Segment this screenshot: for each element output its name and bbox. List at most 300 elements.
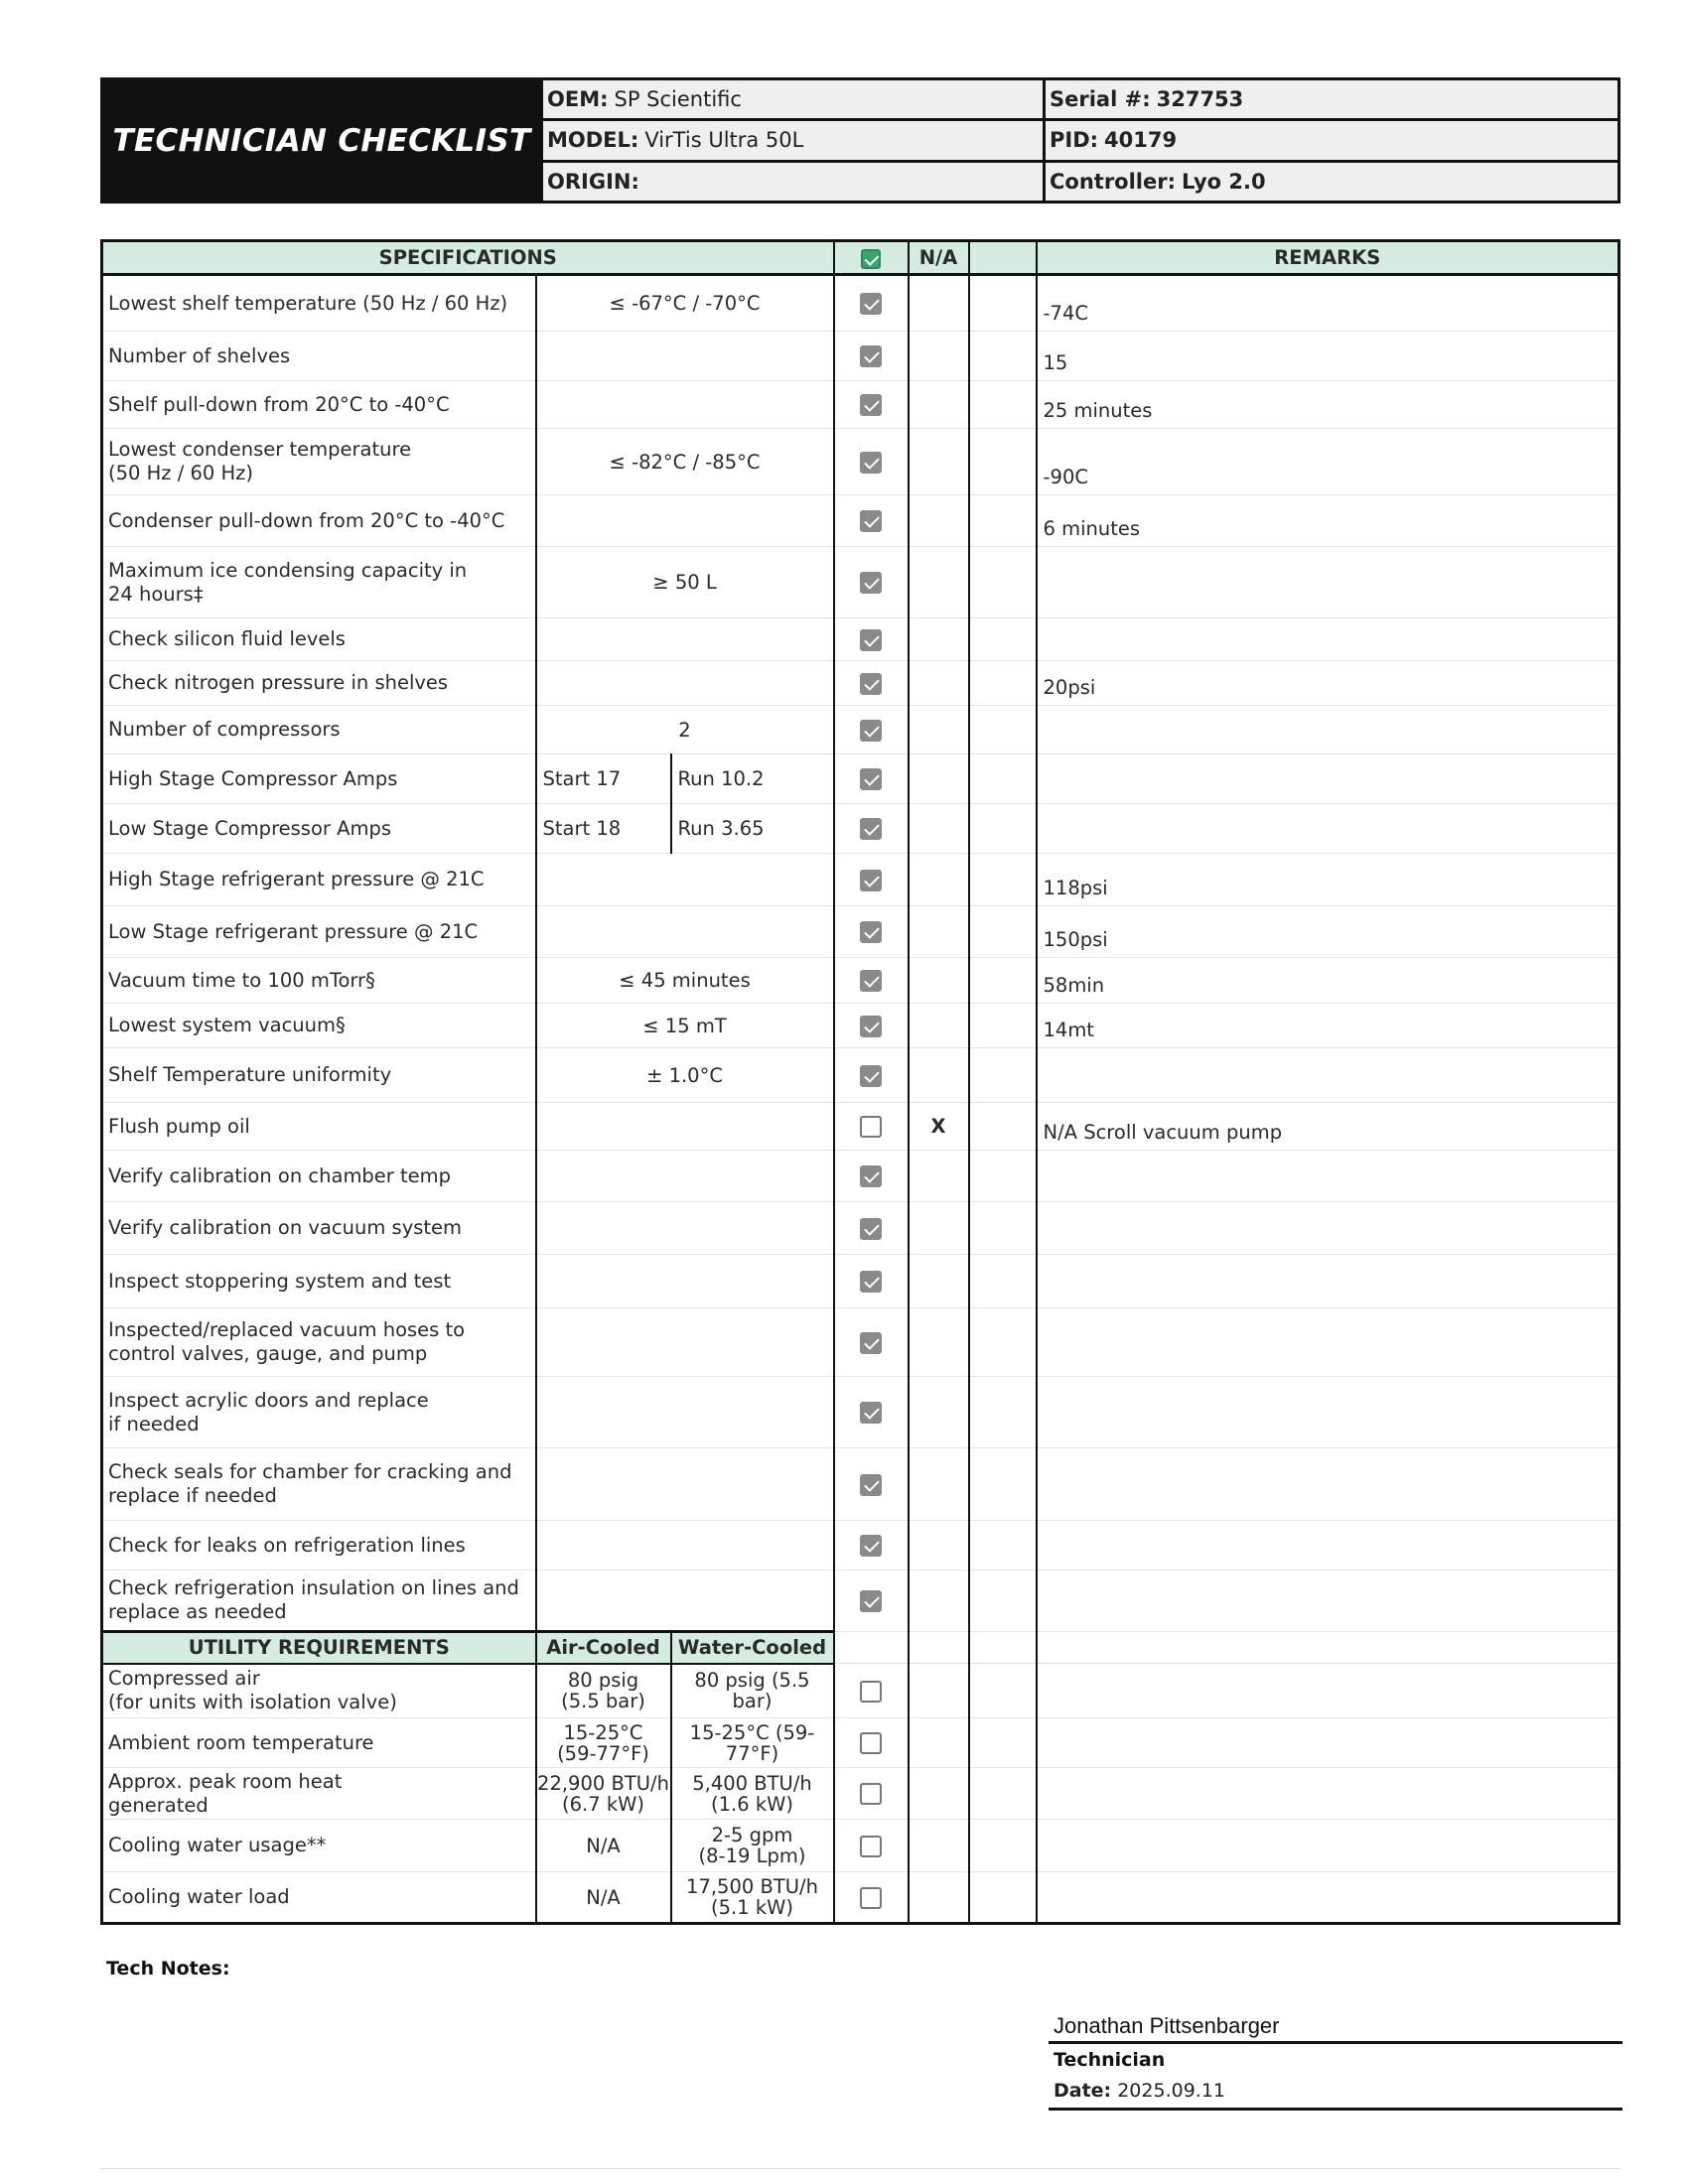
col-specifications: SPECIFICATIONS — [102, 241, 834, 275]
check-cell[interactable] — [834, 1448, 909, 1521]
na-cell — [909, 495, 969, 547]
spec-target: ≥ 50 L — [536, 547, 834, 618]
start-amps: Start 18 — [536, 804, 671, 854]
spec-target — [536, 1570, 834, 1632]
checklist-row — [102, 547, 1619, 618]
check-cell[interactable] — [834, 1004, 909, 1048]
remark-cell: 20psi — [1037, 661, 1619, 706]
spec-label — [102, 1308, 536, 1377]
serial-value: 327753 — [1156, 87, 1244, 112]
date-divider — [1049, 2108, 1622, 2111]
checklist-row — [102, 906, 1619, 958]
origin-field — [543, 160, 1043, 201]
water-text: 15-25°C (59-77°F) — [689, 1720, 815, 1765]
checkbox-icon[interactable] — [860, 673, 882, 695]
utility-label — [102, 1768, 536, 1820]
spec-text: Inspect stoppering system and test — [108, 1269, 452, 1293]
checklist-row — [102, 1448, 1619, 1521]
spec-target: ≤ -82°C / -85°C — [536, 429, 834, 495]
date-field — [1054, 2080, 1225, 2102]
col-check — [834, 241, 909, 275]
spec-text: Shelf pull-down from 20°C to -40°C — [108, 392, 450, 416]
checkbox-icon[interactable] — [860, 572, 882, 594]
col-extra — [969, 241, 1037, 275]
check-cell[interactable] — [834, 1664, 909, 1718]
spec-text: High Stage Compressor Amps — [108, 766, 398, 790]
na-cell — [909, 1151, 969, 1202]
water-text: 17,500 BTU/h (5.1 kW) — [686, 1875, 818, 1919]
check-cell[interactable] — [834, 1308, 909, 1377]
remark-cell — [1037, 618, 1619, 661]
air-cooled-value — [536, 1872, 671, 1924]
checkbox-icon[interactable] — [860, 1732, 882, 1754]
spec-target — [536, 381, 834, 429]
spec-label — [102, 706, 536, 754]
checklist-row — [102, 1202, 1619, 1255]
extra-cell — [969, 958, 1037, 1004]
start-amps: Start 17 — [536, 754, 671, 804]
na-cell — [909, 1308, 969, 1377]
signature-divider — [1049, 2041, 1622, 2044]
checkbox-icon[interactable] — [860, 921, 882, 943]
spec-label — [102, 1004, 536, 1048]
oem-value: SP Scientific — [614, 87, 742, 112]
checkbox-icon[interactable] — [860, 1836, 882, 1857]
check-cell[interactable] — [834, 958, 909, 1004]
check-cell[interactable] — [834, 906, 909, 958]
air-text: N/A — [586, 1834, 621, 1857]
remark-cell — [1037, 1664, 1619, 1718]
checkbox-icon[interactable] — [860, 1887, 882, 1909]
utility-header-row — [102, 1632, 1619, 1664]
date-label: Date: — [1054, 2080, 1112, 2102]
tech-notes-label: Tech Notes: — [106, 1958, 230, 1979]
spec-target: ≤ 15 mT — [536, 1004, 834, 1048]
remark-cell — [1037, 1872, 1619, 1924]
checkbox-icon[interactable] — [860, 1271, 882, 1293]
controller-field — [1046, 160, 1618, 201]
remark-cell: 6 minutes — [1037, 495, 1619, 547]
spec-target: ≤ -67°C / -70°C — [536, 275, 834, 332]
extra-cell — [969, 661, 1037, 706]
checkbox-icon[interactable] — [860, 1332, 882, 1354]
na-cell — [909, 1768, 969, 1820]
check-cell[interactable] — [834, 706, 909, 754]
checkbox-icon[interactable] — [860, 1474, 882, 1496]
checkbox-icon[interactable] — [860, 293, 882, 315]
controller-label: Controller: — [1050, 169, 1177, 194]
checklist-row — [102, 495, 1619, 547]
extra-cell — [969, 547, 1037, 618]
check-cell[interactable] — [834, 1048, 909, 1103]
check-cell[interactable] — [834, 661, 909, 706]
spec-label — [102, 906, 536, 958]
utility-text: Ambient room temperature — [108, 1730, 374, 1754]
checklist-row — [102, 854, 1619, 906]
air-text: 22,900 BTU/h (6.7 kW) — [537, 1771, 669, 1816]
utility-row — [102, 1768, 1619, 1820]
spec-rows — [102, 275, 1619, 1632]
spec-text: Verify calibration on vacuum system — [108, 1216, 463, 1239]
spec-target: ≤ 45 minutes — [536, 958, 834, 1004]
spec-label — [102, 1255, 536, 1308]
remark-cell — [1037, 547, 1619, 618]
extra-cell — [969, 1570, 1037, 1632]
na-cell — [909, 854, 969, 906]
spec-label — [102, 1151, 536, 1202]
extra-cell — [969, 381, 1037, 429]
remark-cell: -90C — [1037, 429, 1619, 495]
checklist-row — [102, 1004, 1619, 1048]
spec-label — [102, 1103, 536, 1151]
utility-row — [102, 1664, 1619, 1718]
checkbox-icon[interactable] — [860, 720, 882, 742]
pid-label: PID: — [1050, 128, 1099, 153]
utility-row — [102, 1872, 1619, 1924]
water-cooled-value — [671, 1820, 834, 1872]
spec-label — [102, 429, 536, 495]
remark-cell — [1037, 804, 1619, 854]
extra-cell — [969, 1103, 1037, 1151]
remark-cell: 15 — [1037, 332, 1619, 381]
na-cell — [909, 1448, 969, 1521]
utility-row — [102, 1820, 1619, 1872]
na-cell: X — [909, 1103, 969, 1151]
spec-label — [102, 1202, 536, 1255]
spec-label — [102, 1377, 536, 1448]
utility-text: Cooling water usage** — [108, 1834, 327, 1856]
air-cooled-value — [536, 1768, 671, 1820]
remark-cell — [1037, 1048, 1619, 1103]
na-cell — [909, 1521, 969, 1570]
na-cell — [909, 1664, 969, 1718]
extra-cell — [969, 706, 1037, 754]
water-text: 5,400 BTU/h (1.6 kW) — [692, 1771, 812, 1816]
utility-label — [102, 1820, 536, 1872]
utility-text: Compressed air (for units with isolation valve) — [108, 1667, 397, 1714]
remark-cell: 14mt — [1037, 1004, 1619, 1048]
checkbox-icon[interactable] — [860, 970, 882, 992]
extra-cell — [969, 1768, 1037, 1820]
checkbox-icon[interactable] — [860, 394, 882, 416]
checkbox-icon[interactable] — [860, 1218, 882, 1240]
checkbox-icon[interactable] — [860, 452, 882, 474]
extra-cell — [969, 495, 1037, 547]
na-cell — [909, 958, 969, 1004]
technician-label: Technician — [1054, 2049, 1166, 2071]
spec-label — [102, 958, 536, 1004]
water-cooled-value — [671, 1872, 834, 1924]
extra-cell — [969, 1151, 1037, 1202]
checklist-row — [102, 1377, 1619, 1448]
check-cell[interactable] — [834, 1377, 909, 1448]
spec-label — [102, 661, 536, 706]
remark-cell: -74C — [1037, 275, 1619, 332]
na-cell — [909, 618, 969, 661]
serial-field — [1046, 80, 1618, 118]
remark-cell — [1037, 1820, 1619, 1872]
spec-label — [102, 332, 536, 381]
check-cell[interactable] — [834, 618, 909, 661]
checklist-row — [102, 275, 1619, 332]
checkbox-icon[interactable] — [860, 510, 882, 532]
check-cell[interactable] — [834, 1521, 909, 1570]
checkbox-icon[interactable] — [860, 1016, 882, 1037]
na-cell — [909, 661, 969, 706]
na-cell — [909, 1377, 969, 1448]
header-id-info — [1043, 80, 1618, 201]
checkbox-icon[interactable] — [860, 1783, 882, 1805]
spec-text: Verify calibration on chamber temp — [108, 1163, 452, 1187]
extra-cell — [969, 1718, 1037, 1768]
extra-cell — [969, 906, 1037, 958]
utility-check-spacer — [834, 1632, 909, 1664]
na-cell — [909, 1820, 969, 1872]
checkbox-icon[interactable] — [860, 1681, 882, 1703]
checklist-row — [102, 618, 1619, 661]
spec-label — [102, 854, 536, 906]
extra-cell — [969, 1202, 1037, 1255]
air-text: 80 psig (5.5 bar) — [561, 1669, 645, 1713]
spec-label — [102, 804, 536, 854]
spec-label — [102, 381, 536, 429]
model-label: MODEL: — [547, 128, 639, 153]
checklist-row — [102, 706, 1619, 754]
extra-cell — [969, 1820, 1037, 1872]
utility-label — [102, 1872, 536, 1924]
extra-cell — [969, 754, 1037, 804]
utility-label — [102, 1664, 536, 1718]
check-cell[interactable] — [834, 429, 909, 495]
document-title: TECHNICIAN CHECKLIST — [103, 80, 540, 201]
spec-text: Check nitrogen pressure in shelves — [108, 671, 449, 694]
checklist-row — [102, 1151, 1619, 1202]
na-cell — [909, 1872, 969, 1924]
spec-text: Low Stage refrigerant pressure @ 21C — [108, 919, 479, 943]
page-bottom-rule — [100, 2168, 1620, 2169]
remark-cell — [1037, 1202, 1619, 1255]
spec-target — [536, 1308, 834, 1377]
remark-cell — [1037, 1570, 1619, 1632]
spec-label — [102, 754, 536, 804]
extra-cell — [969, 618, 1037, 661]
na-cell — [909, 429, 969, 495]
checkbox-icon[interactable] — [860, 870, 882, 891]
checkbox-icon[interactable] — [860, 818, 882, 840]
spec-text: Lowest condenser temperature (50 Hz / 60 Hz) — [108, 438, 412, 484]
checklist-row — [102, 754, 1619, 804]
spec-text: Flush pump oil — [108, 1114, 250, 1138]
check-cell[interactable] — [834, 804, 909, 854]
remark-cell — [1037, 1448, 1619, 1521]
remark-cell: 150psi — [1037, 906, 1619, 958]
date-value: 2025.09.11 — [1117, 2080, 1226, 2102]
na-cell — [909, 332, 969, 381]
spec-target — [536, 1521, 834, 1570]
pid-field — [1046, 118, 1618, 159]
na-cell — [909, 804, 969, 854]
spec-text: Check for leaks on refrigeration lines — [108, 1533, 466, 1557]
spec-target: ± 1.0°C — [536, 1048, 834, 1103]
run-amps: Run 10.2 — [671, 754, 834, 804]
utility-extra-spacer — [969, 1632, 1037, 1664]
check-cell[interactable] — [834, 275, 909, 332]
spec-label — [102, 1521, 536, 1570]
oem-label: OEM: — [547, 87, 609, 112]
checklist-row — [102, 661, 1619, 706]
na-cell — [909, 275, 969, 332]
check-cell[interactable] — [834, 1872, 909, 1924]
checklist-row — [102, 958, 1619, 1004]
checklist-row — [102, 1308, 1619, 1377]
spec-target — [536, 1103, 834, 1151]
water-text: 2-5 gpm (8-19 Lpm) — [698, 1824, 806, 1867]
extra-cell — [969, 1308, 1037, 1377]
spec-text: Vacuum time to 100 mTorr§ — [108, 968, 375, 992]
check-cell[interactable] — [834, 547, 909, 618]
utility-remarks-spacer — [1037, 1632, 1619, 1664]
extra-cell — [969, 1448, 1037, 1521]
checkbox-icon[interactable] — [860, 1165, 882, 1187]
col-remarks: REMARKS — [1037, 241, 1619, 275]
spec-target — [536, 332, 834, 381]
checklist-row — [102, 429, 1619, 495]
checkbox-icon[interactable] — [860, 768, 882, 790]
water-text: 80 psig (5.5 bar) — [694, 1669, 810, 1713]
check-cell[interactable] — [834, 1768, 909, 1820]
remark-cell — [1037, 1151, 1619, 1202]
na-cell — [909, 706, 969, 754]
spec-text: Shelf Temperature uniformity — [108, 1063, 392, 1086]
model-field — [543, 118, 1043, 159]
checkbox-icon[interactable] — [860, 1116, 882, 1138]
check-cell[interactable] — [834, 1820, 909, 1872]
extra-cell — [969, 1048, 1037, 1103]
na-cell — [909, 381, 969, 429]
spec-target — [536, 618, 834, 661]
spec-target — [536, 1151, 834, 1202]
air-text: 15-25°C (59-77°F) — [557, 1720, 649, 1765]
checkbox-icon[interactable] — [860, 1065, 882, 1087]
serial-label: Serial #: — [1050, 87, 1151, 112]
header-block — [100, 77, 1620, 204]
controller-value: Lyo 2.0 — [1182, 169, 1266, 194]
origin-label: ORIGIN: — [547, 169, 639, 194]
check-cell[interactable] — [834, 1718, 909, 1768]
na-cell — [909, 1202, 969, 1255]
na-cell — [909, 906, 969, 958]
remark-cell — [1037, 1377, 1619, 1448]
check-cell[interactable] — [834, 854, 909, 906]
air-cooled-value — [536, 1820, 671, 1872]
model-value: VirTis Ultra 50L — [644, 128, 804, 153]
spec-label — [102, 275, 536, 332]
check-cell[interactable] — [834, 754, 909, 804]
check-cell[interactable] — [834, 1570, 909, 1632]
check-cell[interactable] — [834, 1151, 909, 1202]
checkbox-icon[interactable] — [860, 1590, 882, 1612]
na-cell — [909, 754, 969, 804]
checkbox-icon[interactable] — [860, 345, 882, 367]
remark-cell: N/A Scroll vacuum pump — [1037, 1103, 1619, 1151]
remark-cell: 25 minutes — [1037, 381, 1619, 429]
col-na: N/A — [909, 241, 969, 275]
remark-cell — [1037, 1521, 1619, 1570]
spec-text: Maximum ice condensing capacity in 24 hours‡ — [108, 558, 468, 606]
check-cell[interactable] — [834, 1255, 909, 1308]
spec-label — [102, 1048, 536, 1103]
remark-cell — [1037, 1255, 1619, 1308]
checkbox-icon[interactable] — [860, 629, 882, 651]
check-cell[interactable] — [834, 1202, 909, 1255]
spec-target — [536, 1377, 834, 1448]
spec-text: Low Stage Compressor Amps — [108, 816, 391, 840]
utility-na-spacer — [909, 1632, 969, 1664]
spec-text: High Stage refrigerant pressure @ 21C — [108, 868, 485, 890]
check-cell[interactable] — [834, 381, 909, 429]
air-cooled-value — [536, 1664, 671, 1718]
check-cell[interactable] — [834, 1103, 909, 1151]
spec-label — [102, 1570, 536, 1632]
checkbox-icon[interactable] — [860, 1402, 882, 1424]
utility-rows — [102, 1632, 1619, 1924]
extra-cell — [969, 1004, 1037, 1048]
run-amps: Run 3.65 — [671, 804, 834, 854]
checklist-table — [100, 239, 1620, 1925]
na-cell — [909, 1255, 969, 1308]
spec-text: Number of compressors — [108, 718, 341, 741]
oem-field — [543, 80, 1043, 118]
spec-target — [536, 1448, 834, 1521]
utility-text: Cooling water load — [108, 1885, 290, 1908]
spec-label — [102, 547, 536, 618]
spec-text: Number of shelves — [108, 343, 291, 367]
spec-label — [102, 1448, 536, 1521]
spec-target — [536, 661, 834, 706]
table-header-row — [102, 241, 1619, 275]
extra-cell — [969, 804, 1037, 854]
checklist-row — [102, 804, 1619, 854]
extra-cell — [969, 332, 1037, 381]
checkbox-icon[interactable] — [860, 1535, 882, 1557]
extra-cell — [969, 1377, 1037, 1448]
spec-text: Inspected/replaced vacuum hoses to control valves, gauge, and pump — [108, 1318, 466, 1365]
spec-text: Check seals for chamber for cracking and replace if needed — [108, 1460, 512, 1507]
header-equipment-info — [540, 80, 1043, 201]
spec-text: Lowest shelf temperature (50 Hz / 60 Hz) — [108, 291, 508, 315]
na-cell — [909, 1570, 969, 1632]
na-cell — [909, 547, 969, 618]
spec-target: 2 — [536, 706, 834, 754]
na-cell — [909, 1004, 969, 1048]
checklist-row — [102, 381, 1619, 429]
checklist-row — [102, 332, 1619, 381]
checklist-row — [102, 1048, 1619, 1103]
air-cooled-value — [536, 1718, 671, 1768]
utility-text: Approx. peak room heat generated — [108, 1769, 343, 1817]
remark-cell — [1037, 754, 1619, 804]
spec-target — [536, 495, 834, 547]
utility-row — [102, 1718, 1619, 1768]
remark-cell: 118psi — [1037, 854, 1619, 906]
remark-cell — [1037, 706, 1619, 754]
check-cell[interactable] — [834, 495, 909, 547]
check-cell[interactable] — [834, 332, 909, 381]
spec-text: Inspect acrylic doors and replace if needed — [108, 1388, 429, 1435]
extra-cell — [969, 1255, 1037, 1308]
spec-target — [536, 906, 834, 958]
checkbox-header-icon — [861, 249, 881, 269]
